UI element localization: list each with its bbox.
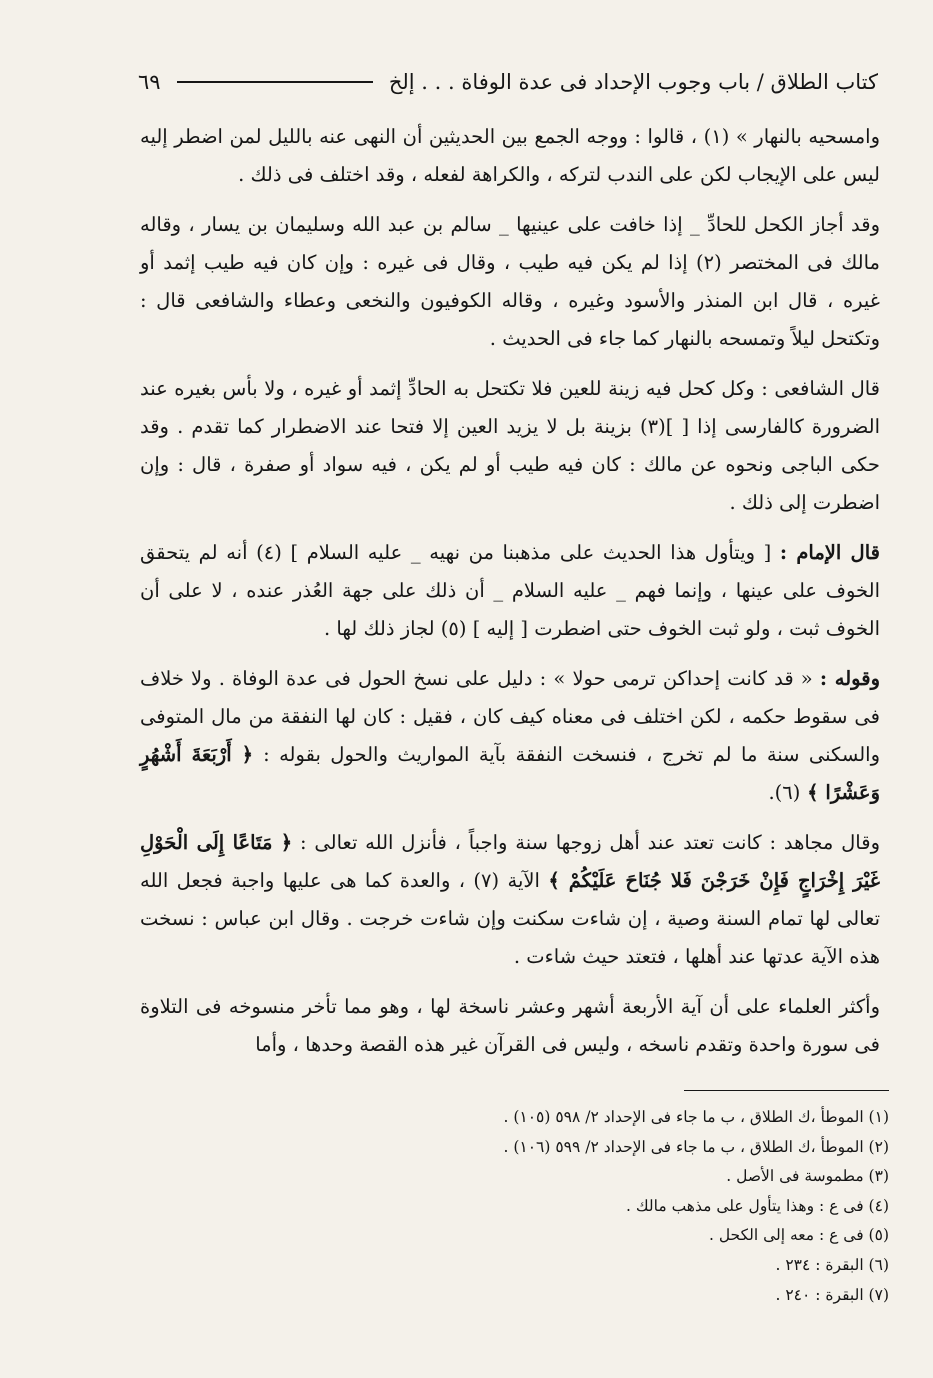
imam-text: [ ويتأول هذا الحديث على مذهبنا من نهيه _ عليه السلام ] (٤) أنه لم يتحقق الخوف على عينها ، وإنما فهم _ عليه السلام _ أن ذلك على جهة العُذر عنده ، لا على أن الخوف ثبت ، ولو ثبت الخوف حتى اضطرت [ إليه ] (٥) لجاز ذلك لها . (140, 541, 880, 640)
paragraph-qawluhu (140, 660, 880, 812)
imam-label: قال الإمام : (779, 541, 880, 564)
footnote-1: (١) الموطأ ،ك الطلاق ، ب ما جاء فى الإحداد ٢/ ٥٩٨ (١٠٥) . (503, 1108, 889, 1126)
quran-verse: ﴿ أَرْبَعَةَ أَشْهُرٍ وَعَشْرًا ﴾ (140, 743, 880, 804)
footnote-ref: (٦). (768, 781, 801, 804)
footnote-2: (٢) الموطأ ،ك الطلاق ، ب ما جاء فى الإحداد ٢/ ٥٩٩ (١٠٦) . (503, 1137, 889, 1156)
mujahid-text-1: وقال مجاهد : كانت تعتد عند أهل زوجها سنة واجباً ، فأنزل الله تعالى : (292, 831, 880, 854)
paragraph-imam (140, 534, 880, 648)
mujahid-text-2: الآية (٧) ، والعدة كما هى عليها واجبة فجعل الله تعالى لها تمام السنة وصية ، إن شاءت سكنت وإن شاءت خرجت . وقال ابن عباس : نسخت هذه الآية عدتها عند أهلها ، فتعتد حيث شاءت . (140, 869, 880, 968)
footnotes (149, 1103, 889, 1310)
qawluhu-text: « قد كانت إحداكن ترمى حولا » : دليل على نسخ الحول فى عدة الوفاة . ولا خلاف فى سقوط حكمه ، لكن اختلف فى معناه كيف كان ، فقيل : كان لها النفقة من مال المتوفى والسكنى سنة ما لم تخرج ، فنسخت النفقة بآية المواريث والحول بقوله : (140, 667, 880, 766)
footnote-5: (٥) فى ع : معه إلى الكحل . (708, 1226, 889, 1245)
header-title: كتاب الطلاق / باب وجوب الإحداد فى عدة الوفاة . . . إلخ (388, 70, 878, 94)
paragraph-3: قال الشافعى : وكل كحل فيه زينة للعين فلا تكتحل به الحادِّ إثمد أو غيره ، ولا بأس بغيره عند الضرورة كالفارسى إذا [ ](٣) بزينة بل لا يزيد العين إلا فتحا عند الاضطرار كما تقدم . وقد حكى الباجى ونحوه عن مالك : كان فيه طيب أو لم يكن ، فيه سواد أو صفرة ، قال : وإن اضطرت إلى ذلك . (140, 377, 880, 514)
quran-verse: ﴿ مَتَاعًا إِلَى الْحَوْلِ غَيْرَ إِخْرَاجٍ فَإِنْ خَرَجْنَ فَلا جُنَاحَ عَلَيْكُمْ ﴾ (140, 831, 880, 892)
paragraph-mujahid (140, 824, 880, 976)
page-number: ٦٩ (138, 70, 161, 94)
qawluhu-label: وقوله : (819, 667, 880, 690)
main-text (140, 118, 880, 1074)
footnote-divider (684, 1090, 889, 1091)
paragraph-2: وقد أجاز الكحل للحادِّ _ إذا خافت على عينيها _ سالم بن عبد الله وسليمان بن يسار ، وقاله مالك فى المختصر (٢) إذا لم يكن فيه طيب ، وقال فى غيره : وإن كان فيه طيب إثمد أو غيره ، قال ابن المنذر والأسود وغيره ، وقاله الكوفيون والنخعى وعطاء والشافعى قال : وتكتحل ليلاً وتمسحه بالنهار كما جاء فى الحديث . (140, 213, 880, 350)
footnote-3: (٣) مطموسة فى الأصل . (726, 1167, 889, 1186)
footnote-4: (٤) فى ع : وهذا يتأول على مذهب مالك . (625, 1196, 889, 1215)
paragraph-last: وأكثر العلماء على أن آية الأربعة أشهر وعشر ناسخة لها ، وهو مما تأخر منسوخه فى التلاوة فى سورة واحدة وتقدم ناسخه ، وليس فى القرآن غير هذه القصة وحدها ، وأما (140, 995, 880, 1056)
running-header (138, 64, 878, 100)
header-rule (177, 81, 373, 83)
paragraph-1: وامسحيه بالنهار » (١) ، قالوا : ووجه الجمع بين الحديثين أن النهى عنه بالليل لمن اضطر إليه ليس على الإيجاب لكن على الندب لتركه ، والكراهة لفعله ، وقد اختلف فى ذلك . (140, 125, 880, 186)
footnote-6: (٦) البقرة : ٢٣٤ . (775, 1255, 889, 1274)
footnote-7: (٧) البقرة : ٢٤٠ . (775, 1285, 889, 1304)
